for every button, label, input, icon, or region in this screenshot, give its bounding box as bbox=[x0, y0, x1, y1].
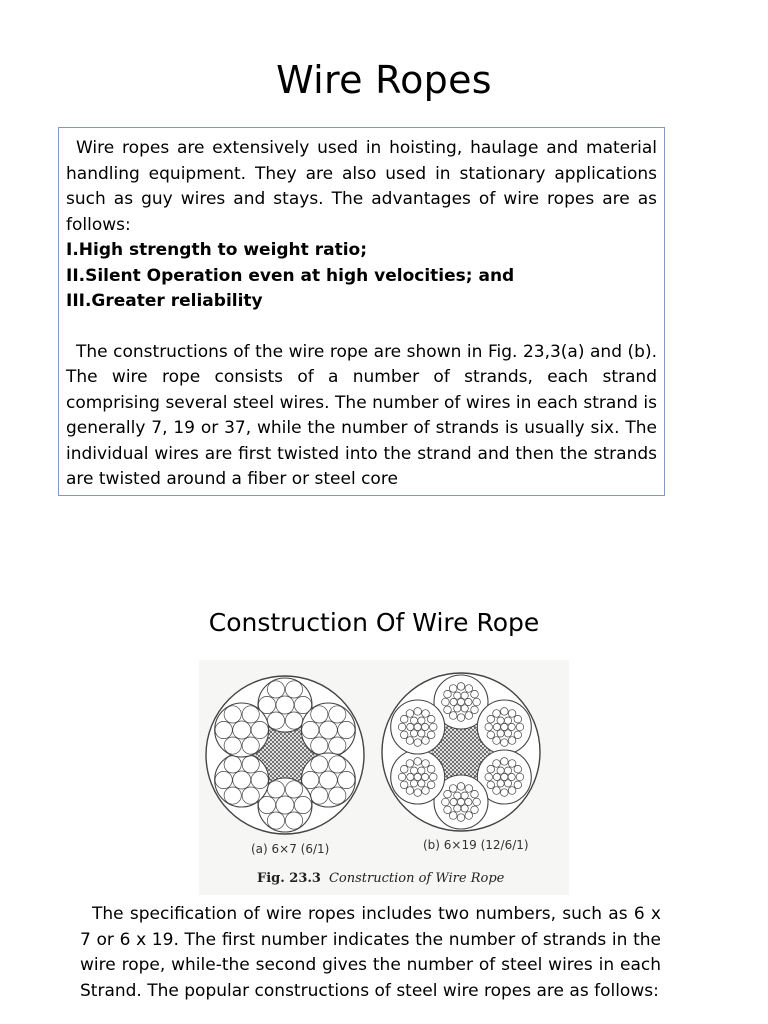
construction-paragraph: The constructions of the wire rope are shown in Fig. 23,3(a) and (b). The wire rope consists of a number of strands, each strand comprising several steel wires. The number of wires in each strand is generally 7, 19 or 37, while the number of strands is usually six. The individual wires are first twisted into the strand and then the strands are twisted around a fiber or steel core bbox=[66, 341, 657, 489]
wire-rope-figure bbox=[199, 660, 569, 895]
wire-rope-cross-sections bbox=[199, 660, 569, 895]
figure-label-a: (a) 6×7 (6/1) bbox=[251, 842, 330, 856]
strand bbox=[391, 700, 445, 754]
figure-number: Fig. 23.3 bbox=[257, 871, 321, 886]
rope-6x19-cross-section bbox=[382, 673, 540, 831]
intro-paragraph: Wire ropes are extensively used in hoisting, haulage and material handling equipment. They are also used in stationary applications such as guy wires and stays. The advantages of wire ropes are as follows: bbox=[66, 138, 657, 235]
strand bbox=[477, 700, 531, 754]
strand bbox=[215, 703, 269, 757]
figure-caption bbox=[257, 871, 504, 886]
rope-6x7-cross-section bbox=[206, 676, 364, 834]
specification-paragraph: The specification of wire ropes includes two numbers, such as 6 x 7 or 6 x 19. The first number indicates the number of strands in the wire rope, while-the second gives the number of steel wires in each Strand. The popular constructions of steel wire ropes are as follows: bbox=[80, 904, 661, 1001]
figure-label-b: (b) 6×19 (12/6/1) bbox=[423, 838, 529, 852]
strand bbox=[391, 750, 445, 804]
section-heading: Construction Of Wire Rope bbox=[208, 608, 540, 637]
advantage-item: III.Greater reliability bbox=[66, 291, 263, 311]
intro-text-box bbox=[58, 127, 665, 496]
strand bbox=[301, 703, 355, 757]
strand bbox=[215, 753, 269, 807]
advantage-item: II.Silent Operation even at high velocities; and bbox=[66, 265, 515, 286]
advantage-item: I.High strength to weight ratio; bbox=[66, 240, 367, 260]
page-title: Wire Ropes bbox=[276, 58, 492, 102]
figure-caption-text: Construction of Wire Rope bbox=[328, 871, 505, 886]
